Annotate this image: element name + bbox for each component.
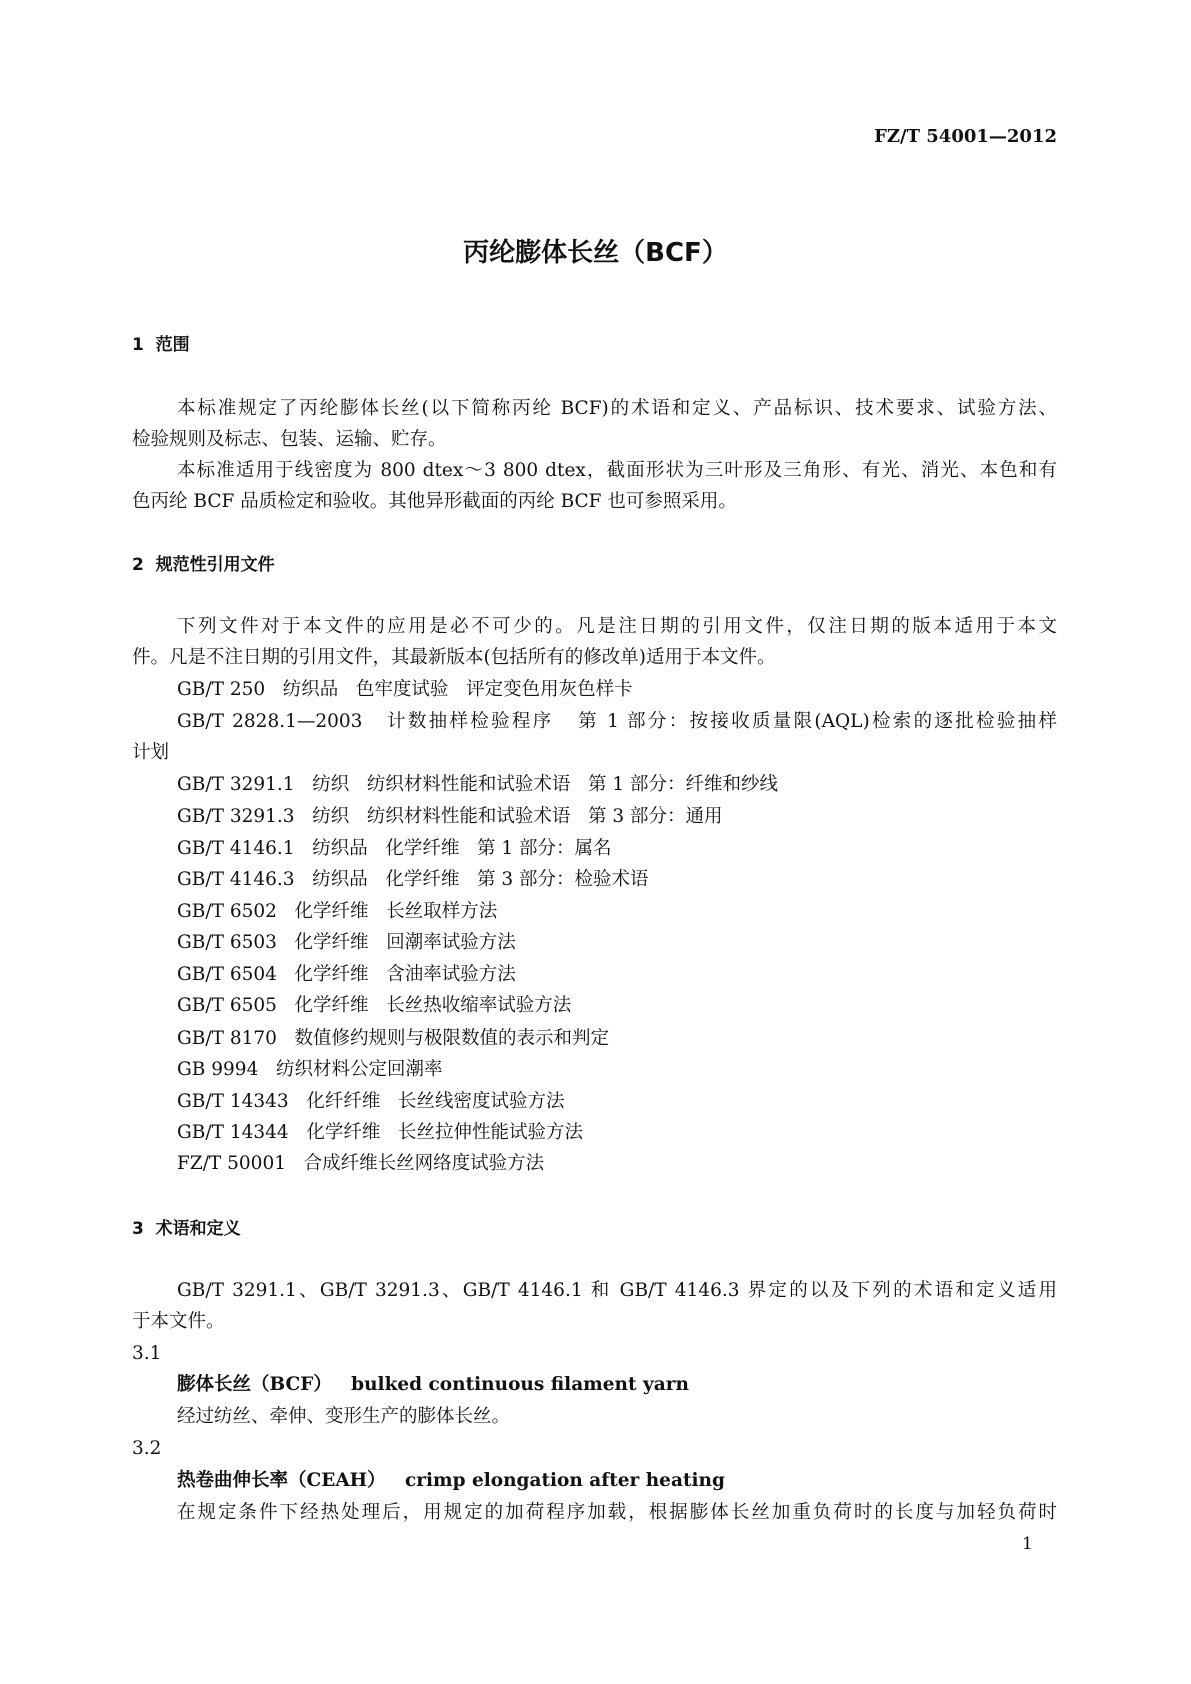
section-heading-references: 2 规范性引用文件 xyxy=(132,555,275,575)
reference-item: GB/T 6503 化学纤维 回潮率试验方法 xyxy=(177,932,516,953)
standard-number: FZ/T 54001—2012 xyxy=(874,126,1057,147)
term-number: 3.1 xyxy=(132,1343,162,1364)
paragraph-line: 于本文件。 xyxy=(132,1311,225,1332)
reference-item: GB/T 6502 化学纤维 长丝取样方法 xyxy=(177,901,498,922)
document-title: 丙纶膨体长丝（BCF） xyxy=(463,238,728,268)
reference-item: GB/T 6505 化学纤维 长丝热收缩率试验方法 xyxy=(177,995,572,1016)
reference-item: GB/T 3291.1 纺织 纺织材料性能和试验术语 第 1 部分：纤维和纱线 xyxy=(177,774,779,795)
paragraph-line: 本标准规定了丙纶膨体长丝(以下简称丙纶 BCF)的术语和定义、产品标识、技术要求、试验方法、 xyxy=(177,398,1057,419)
paragraph-line: 本标准适用于线密度为 800 dtex～3 800 dtex，截面形状为三叶形及三角形、有光、消光、本色和有 xyxy=(177,460,1057,481)
section-heading-scope: 1 范围 xyxy=(132,335,190,355)
term-definition: 在规定条件下经热处理后，用规定的加荷程序加载，根据膨体长丝加重负荷时的长度与加轻负荷时 xyxy=(177,1502,1057,1523)
term-number: 3.2 xyxy=(132,1438,162,1459)
reference-item: GB 9994 纺织材料公定回潮率 xyxy=(177,1059,443,1080)
paragraph-line: 检验规则及标志、包装、运输、贮存。 xyxy=(132,429,447,450)
reference-item: GB/T 4146.3 纺织品 化学纤维 第 3 部分：检验术语 xyxy=(177,869,649,890)
reference-item: GB/T 14343 化纤纤维 长丝线密度试验方法 xyxy=(177,1091,565,1112)
term-title: 热卷曲伸长率（CEAH） crimp elongation after heating xyxy=(177,1470,725,1491)
reference-item: FZ/T 50001 合成纤维长丝网络度试验方法 xyxy=(177,1153,545,1174)
term-definition: 经过纺丝、牵伸、变形生产的膨体长丝。 xyxy=(177,1406,511,1427)
section-heading-terms: 3 术语和定义 xyxy=(132,1219,241,1239)
reference-item: GB/T 4146.1 纺织品 化学纤维 第 1 部分：属名 xyxy=(177,838,612,859)
reference-item: GB/T 14344 化学纤维 长丝拉伸性能试验方法 xyxy=(177,1122,583,1143)
reference-item: GB/T 250 纺织品 色牢度试验 评定变色用灰色样卡 xyxy=(177,679,633,700)
page-number: 1 xyxy=(1022,1534,1033,1554)
paragraph-line: GB/T 3291.1、GB/T 3291.3、GB/T 4146.1 和 GB/T 4146.3 界定的以及下列的术语和定义适用 xyxy=(177,1280,1057,1301)
reference-item: GB/T 2828.1—2003 计数抽样检验程序 第 1 部分：按接收质量限(AQL)检索的逐批检验抽样 xyxy=(177,711,1057,732)
reference-item: GB/T 6504 化学纤维 含油率试验方法 xyxy=(177,964,516,985)
paragraph-line: 色丙纶 BCF 品质检定和验收。其他异形截面的丙纶 BCF 也可参照采用。 xyxy=(132,491,737,512)
reference-item: GB/T 8170 数值修约规则与极限数值的表示和判定 xyxy=(177,1028,610,1049)
paragraph-line: 件。凡是不注日期的引用文件，其最新版本(包括所有的修改单)适用于本文件。 xyxy=(132,647,776,668)
reference-item: 计划 xyxy=(132,742,170,763)
reference-item: GB/T 3291.3 纺织 纺织材料性能和试验术语 第 3 部分：通用 xyxy=(177,806,723,827)
paragraph-line: 下列文件对于本文件的应用是必不可少的。凡是注日期的引用文件，仅注日期的版本适用于本文 xyxy=(177,616,1057,637)
term-title: 膨体长丝（BCF） bulked continuous filament yarn xyxy=(177,1374,689,1395)
